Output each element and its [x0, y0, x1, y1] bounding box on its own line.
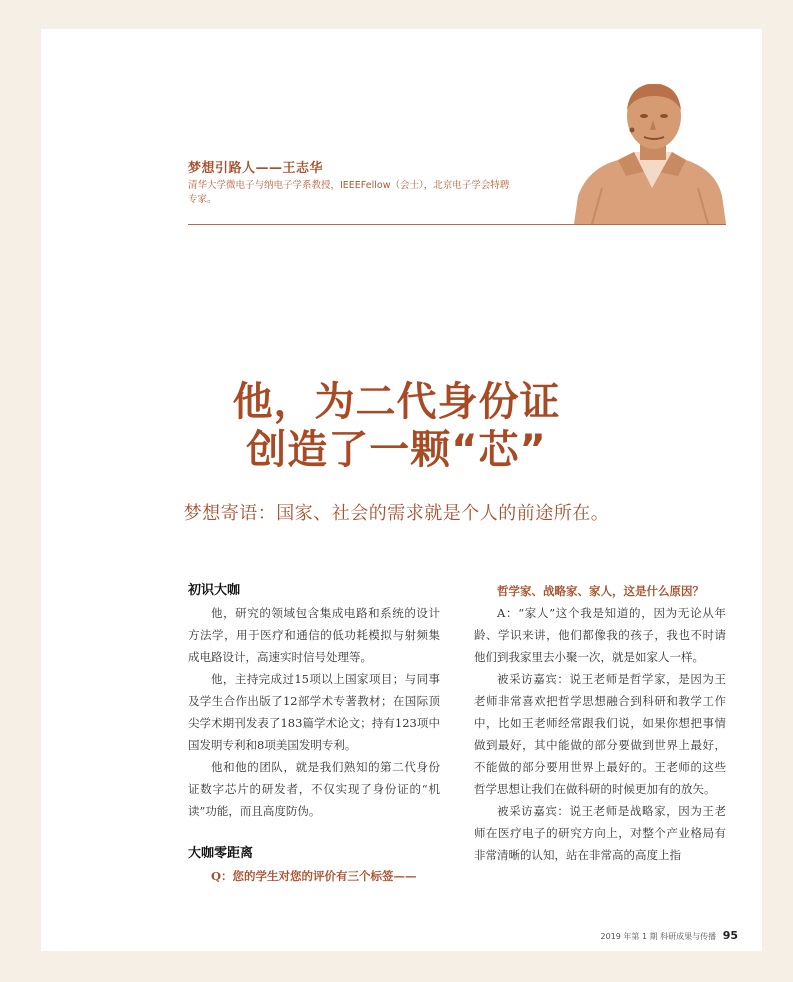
paragraph: 被采访嘉宾：说王老师是战略家，因为王老师在医疗电子的研究方向上，对整个产业格局有非常清晰的认知，站在非常高的高度上指: [474, 804, 726, 862]
right-column: [474, 580, 726, 866]
article-subheadline: 梦想寄语：国家、社会的需求就是个人的前途所在。: [183, 503, 610, 524]
headline-line-1: 他，为二代身份证: [232, 379, 561, 425]
paragraph: 他和他的团队，就是我们熟知的第二代身份证数字芯片的研发者，不仅实现了身份证的“机读”功能，而且高度防伪。: [188, 760, 440, 818]
interview-question-continued: 哲学家、战略家、家人，这是什么原因？: [497, 584, 704, 598]
header-guide-name: 梦想引路人——王志华: [188, 161, 324, 176]
interview-question: Q：您的学生对您的评价有三个标签——: [211, 869, 417, 883]
paragraph: 他，研究的领域包含集成电路和系统的设计方法学，用于医疗和通信的低功耗模拟与射频集成电路设计，高速实时信号处理等。: [188, 606, 440, 664]
header-divider: [188, 224, 726, 225]
headline-line-2: 创造了一颗“芯”: [246, 427, 547, 473]
portrait-photo: [574, 84, 726, 224]
article-headline: [0, 378, 793, 474]
left-column: [188, 580, 440, 887]
header-bio: [188, 179, 548, 207]
page-number: 95: [722, 929, 738, 942]
paragraph: A：“家人”这个我是知道的，因为无论从年龄、学识来讲，他们都像我的孩子，我也不时请他们到我家里去小聚一次，就是如家人一样。: [474, 606, 726, 664]
header-bio-line: 清华大学微电子与纳电子学系教授，IEEEFellow（会士），北京电子学会特聘: [188, 180, 510, 191]
section-title: 初识大咖: [188, 583, 241, 598]
header-bio-line: 专家。: [188, 194, 217, 205]
portrait-illustration: [574, 84, 726, 224]
page-footer: [601, 929, 738, 942]
paragraph: 他，主持完成过15项以上国家项目；与同事及学生合作出版了12部学术专著教材；在国际顶尖学术期刊发表了183篇学术论文；持有123项中国发明专利和8项美国发明专利。: [188, 672, 440, 752]
paragraph: 被采访嘉宾：说王老师是哲学家，是因为王老师非常喜欢把哲学思想融合到科研和教学工作中，比如王老师经常跟我们说，如果你想把事情做到最好，其中能做的部分要做到世界上最好，不能做的部分要用世界上最好的。王老师的这些哲学思想让我们在做科研的时候更加有的放矢。: [474, 672, 726, 796]
issue-info: 2019 年第 1 期 科研成果与传播: [600, 932, 717, 941]
section-title: 大咖零距离: [188, 846, 254, 861]
